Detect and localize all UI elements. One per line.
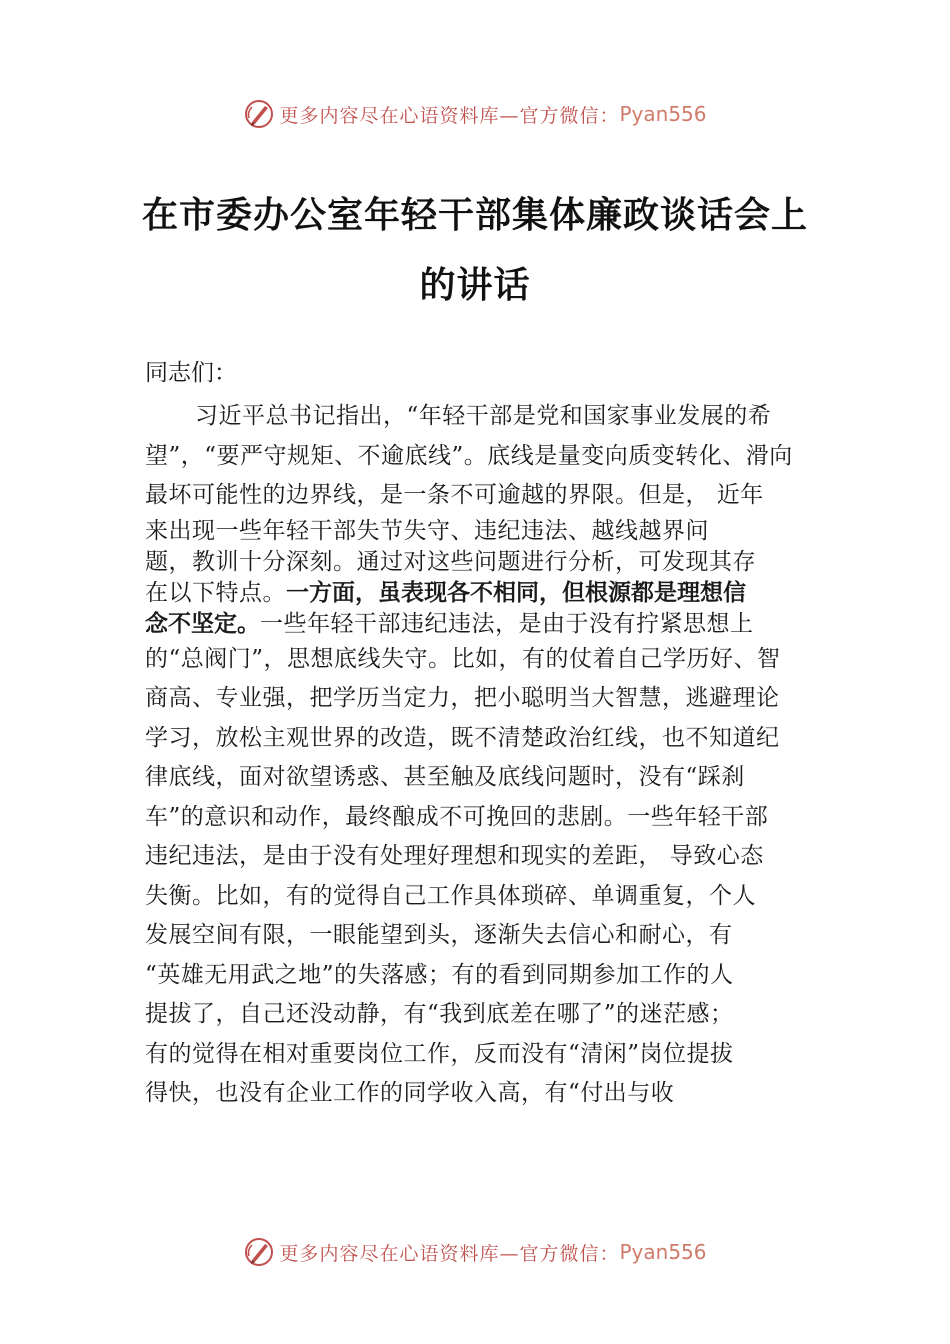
document-title [140, 180, 810, 320]
body-line: 习近平总书记指出，“年轻干部是党和国家事业发展的希 [195, 403, 772, 429]
body-line: 得快，也没有企业工作的同学收入高，有“付出与收 [145, 1080, 675, 1106]
pen-logo-icon [243, 1236, 275, 1268]
title-line-1: 在市委办公室年轻干部集体廉政谈话会上 [141, 194, 808, 236]
body-line: “英雄无用武之地”的失落感；有的看到同期参加工作的人 [145, 961, 734, 988]
banner-text: 更多内容尽在心语资料库—官方微信： [279, 104, 620, 127]
body-line: 有的觉得在相对重要岗位工作，反而没有“清闲”岗位提拔 [145, 1040, 734, 1067]
body-line: 提拔了，自己还没动静，有“我到底差在哪了”的迷茫感； [145, 1001, 734, 1027]
body-line [145, 578, 820, 609]
body-line: 学习，放松主观世界的改造，既不清楚政治红线，也不知道纪 [145, 724, 780, 751]
banner-wechat-id: Pyan556 [619, 1240, 707, 1264]
body-line: 失衡。比如，有的觉得自己工作具体琐碎、单调重复，个人 [145, 882, 756, 909]
body-line: 最坏可能性的边界线，是一条不可逾越的界限。但是， 近年 [145, 482, 764, 508]
body-line: 的“总阀门”，思想底线失守。比如，有的仗着自己学历好、智 [145, 645, 781, 672]
body-line [145, 609, 820, 640]
body-line-text: 在以下特点。 [145, 579, 286, 606]
footer-banner [0, 1232, 950, 1272]
body-line: 违纪违法，是由于没有处理好理想和现实的差距， 导致心态 [145, 843, 764, 869]
body-line: 律底线，面对欲望诱惑、甚至触及底线问题时，没有“踩刹 [145, 764, 745, 790]
body-line: 车”的意识和动作，最终酿成不可挽回的悲剧。一些年轻干部 [145, 803, 769, 830]
body-paragraph [145, 397, 820, 1114]
body-line: 商高、专业强，把学历当定力，把小聪明当大智慧，逃避理论 [145, 685, 780, 711]
emphasis-text: 念不坚定。 [145, 610, 260, 637]
banner-text: 更多内容尽在心语资料库—官方微信： [279, 1242, 620, 1265]
body-line: 发展空间有限，一眼能望到头，逐渐失去信心和耐心，有 [145, 922, 733, 948]
emphasis-text: 一方面，虽表现各不相同，但根源都是理想信 [286, 579, 746, 606]
body-line: 来出现一些年轻干部失节失守、违纪违法、越线越界问 [145, 517, 709, 544]
title-line-2: 的讲话 [419, 264, 531, 306]
header-banner [0, 94, 950, 134]
salutation: 同志们： [145, 360, 237, 386]
banner-wechat-id: Pyan556 [619, 102, 707, 126]
body-line: 望”，“要严守规矩、不逾底线”。底线是量变向质变转化、滑向 [145, 442, 793, 469]
body-line: 题，教训十分深刻。通过对这些问题进行分析，可发现其存 [145, 548, 756, 575]
pen-logo-icon [243, 98, 275, 130]
body-line-text: 一些年轻干部违纪违法，是由于没有拧紧思想上 [260, 610, 754, 637]
